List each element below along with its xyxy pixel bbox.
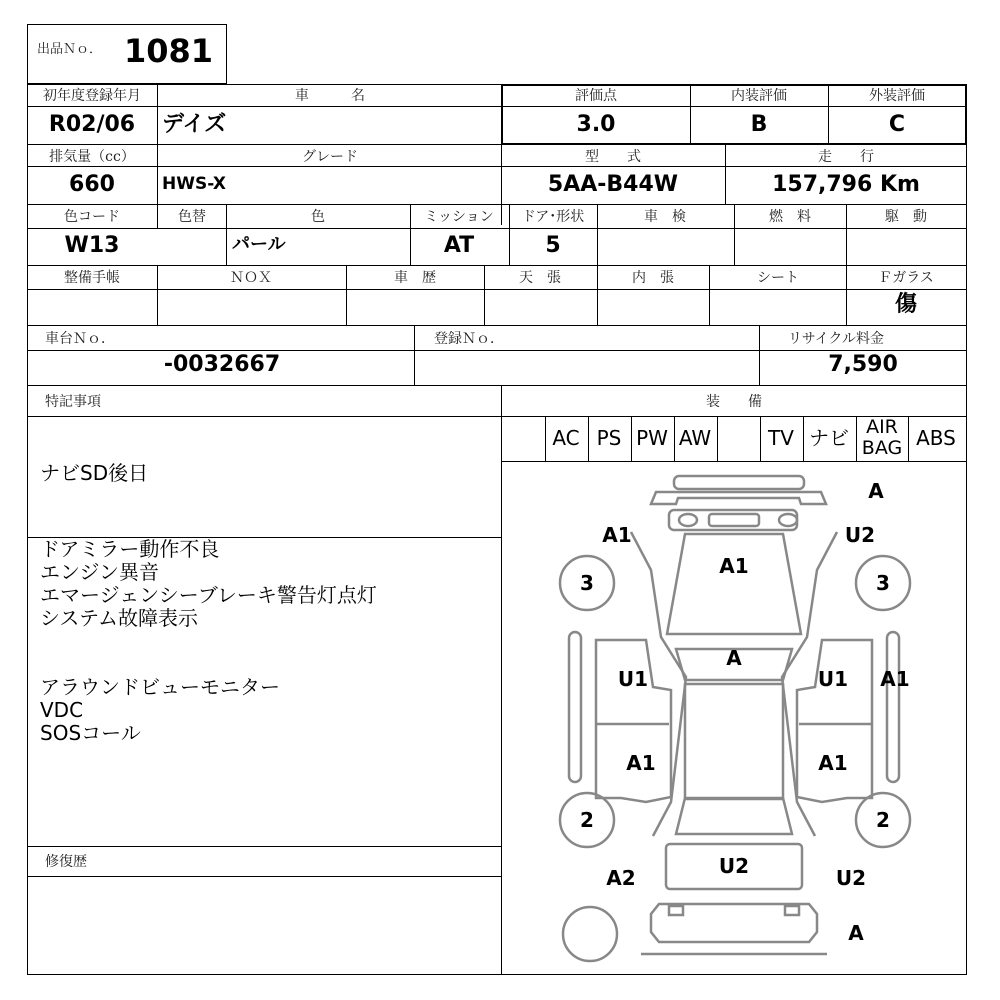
notes-label: 特記事項	[45, 394, 101, 410]
grade-right-pillar: A1	[880, 667, 910, 691]
lot-number: 1081	[124, 32, 214, 70]
notes-list: ドアミラー動作不良 エンジン異音 エマージェンシーブレーキ警告灯点灯 システム故障表示 アラウンドビューモニター VDC SOSコール	[40, 537, 377, 745]
color-code-value: W13	[64, 233, 120, 258]
color-value: パール	[232, 234, 286, 255]
inspection-label: 車 検	[644, 209, 686, 225]
equip-ps: PS	[596, 426, 622, 450]
grade-front-bumper: A	[868, 479, 884, 503]
score-value: 3.0	[576, 112, 616, 137]
grade-left-front-door: U1	[617, 667, 649, 691]
displacement-label: 排気量（cc）	[49, 149, 135, 165]
grade-fr-fender: U2	[844, 523, 876, 547]
exterior-score-value: C	[888, 112, 906, 137]
ceiling-label: 天 張	[519, 270, 561, 286]
grade-roof: A	[726, 646, 742, 670]
grade-right-front-door: U1	[817, 667, 849, 691]
grade-value: HWS-X	[162, 174, 226, 194]
interior-score-label: 内装評価	[731, 88, 787, 104]
repair-history-label: 修復歴	[45, 854, 87, 870]
first-reg-label: 初年度登録年月	[43, 88, 141, 104]
model-label: 型 式	[585, 149, 641, 165]
grade-rr-quarter: U2	[835, 866, 867, 890]
nox-label: ＮＯＸ	[230, 270, 272, 286]
grade-tire-fr: 3	[876, 571, 890, 595]
seat-label: シート	[757, 270, 799, 286]
repaint-label: 色替	[178, 209, 206, 225]
equip-navi: ナビ	[809, 426, 849, 450]
displacement-value: 660	[69, 172, 115, 197]
interior-score-value: B	[750, 112, 768, 137]
grade-left-rear-door: A1	[626, 751, 656, 775]
color-label: 色	[311, 209, 325, 225]
door-value: 5	[545, 233, 561, 258]
grade-rl-quarter: A2	[606, 866, 636, 890]
equip-ac: AC	[552, 426, 580, 450]
grade-label: グレード	[302, 149, 358, 165]
equip-tv: TV	[768, 426, 794, 450]
grade-tire-fl: 3	[580, 571, 594, 595]
recycle-label: リサイクル料金	[787, 331, 885, 347]
reg-label: 登録Ｎｏ．	[434, 331, 504, 347]
grade-rear-bumper: A	[848, 921, 864, 945]
score-label: 評価点	[575, 88, 617, 104]
grade-right-rear-door: A1	[818, 751, 848, 775]
chassis-label: 車台Ｎｏ．	[45, 331, 115, 347]
equip-aw: AW	[678, 426, 712, 450]
grade-tire-rl: 2	[580, 808, 594, 832]
chassis-value: -0032667	[163, 352, 281, 377]
recycle-value: 7,590	[828, 352, 898, 377]
grade-fl-fender: A1	[602, 523, 632, 547]
grade-trunk: U2	[718, 854, 750, 878]
fuel-label: 燃 料	[769, 209, 811, 225]
roof-outline	[685, 684, 783, 799]
fglass-value: 傷	[894, 292, 918, 317]
fglass-label: Ｆガラス	[878, 270, 934, 286]
equipment-label: 装 備	[706, 394, 762, 410]
mileage-label: 走 行	[818, 149, 874, 165]
lot-label: 出品Ｎｏ．	[37, 42, 103, 57]
equip-pw: PW	[636, 426, 668, 450]
mission-value: AT	[443, 233, 475, 258]
spare-tire	[563, 907, 617, 961]
mileage-value: 157,796 Km	[772, 172, 920, 197]
history-label: 車 歴	[394, 270, 436, 286]
door-label: ドア･形状	[521, 209, 585, 225]
equip-airbag: AIR BAG	[861, 416, 903, 459]
mission-label: ミッション	[424, 209, 494, 225]
front-bumper-outline	[674, 476, 804, 489]
equip-abs: ABS	[916, 426, 956, 450]
car-name-value: デイズ	[162, 112, 227, 137]
exterior-score-label: 外装評価	[869, 88, 925, 104]
hood-outline	[667, 534, 801, 634]
interior-trim-label: 内 張	[632, 270, 674, 286]
car-damage-diagram	[501, 462, 967, 975]
grade-hood: A1	[719, 554, 749, 578]
maintenance-label: 整備手帳	[64, 270, 120, 286]
model-value: 5AA-B44W	[547, 172, 679, 197]
notes-line1: ナビSD後日	[40, 461, 149, 485]
grade-tire-rr: 2	[876, 808, 890, 832]
color-code-label: 色コード	[64, 209, 120, 225]
first-reg-value: R02/06	[48, 112, 136, 137]
drive-label: 駆 動	[885, 209, 927, 225]
car-name-label: 車 名	[295, 88, 365, 104]
